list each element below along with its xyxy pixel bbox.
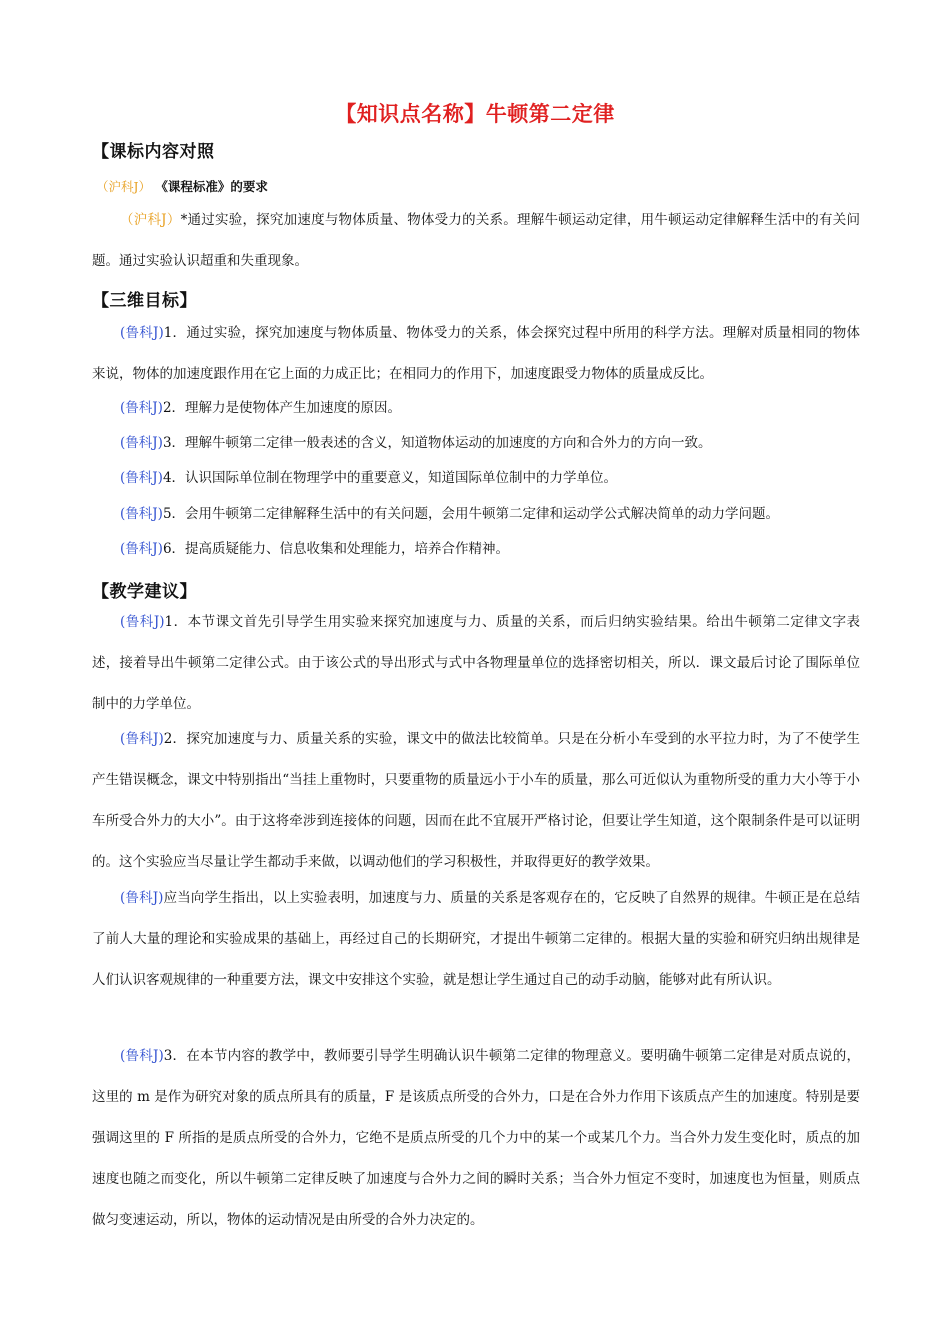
goal-text: 3．理解牛顿第二定律一般表述的含义，知道物体运动的加速度的方向和合外力的方向一致。 <box>162 435 712 451</box>
source-tag: (鲁科J) <box>120 325 164 341</box>
source-tag: (鲁科J) <box>120 506 163 522</box>
source-tag: (鲁科J) <box>120 400 163 416</box>
teaching-item-1 <box>92 602 860 725</box>
teaching-item-4 <box>92 1036 860 1241</box>
heading-curriculum: 【课标内容对照 <box>92 142 215 162</box>
curriculum-paragraph <box>92 200 860 282</box>
goal-item-3 <box>92 433 860 453</box>
goal-item-4 <box>92 468 860 488</box>
goal-item-5 <box>92 504 860 524</box>
source-tag: (鲁科J) <box>120 435 163 451</box>
goal-item-6 <box>92 539 860 559</box>
source-tag: (鲁科J) <box>120 470 163 486</box>
teaching-item-3 <box>92 878 860 1001</box>
goal-text: 4．认识国际单位制在物理学中的重要意义，知道国际单位制中的力学单位。 <box>162 470 618 486</box>
teaching-item-2 <box>92 719 860 883</box>
heading-teaching: 【教学建议】 <box>92 582 197 602</box>
source-tag: (鲁科J) <box>120 731 164 747</box>
source-tag: （沪科J） <box>96 179 152 194</box>
goal-text: 5．会用牛顿第二定律解释生活中的有关问题，会用牛顿第二定律和运动学公式解决简单的动力学问题。 <box>162 506 780 522</box>
source-tag: (鲁科J) <box>120 541 163 557</box>
goal-text: 6．提高质疑能力、信息收集和处理能力，培养合作精神。 <box>162 541 510 557</box>
goal-text: 2．理解力是使物体产生加速度的原因。 <box>162 400 402 416</box>
teaching-text: 2．探究加速度与力、质量关系的实验，课文中的做法比较简单。只是在分析小车受到的水平拉力时，为了不使学生产生错误概念，课文中特别指出“当挂上重物时，只要重物的质量远小于小车的质量，那么可近似认为重物所受的重力大小等于小车所受合外力的大小”。由于这将牵涉到连接体的问题，因而在此不宜展开严格讨论，但要让学生知道，这个限制条件是可以证明的。这个实验应当尽量让学生都动手来做，以调动他们的学习积极性，并取得更好的教学效果。 <box>92 731 860 870</box>
goal-item-2 <box>92 398 860 418</box>
paragraph-text: *通过实验，探究加速度与物体质量、物体受力的关系。理解牛顿运动定律，用牛顿运动定律解释生活中的有关问题。通过实验认识超重和失重现象。 <box>92 212 860 269</box>
teaching-text: 应当向学生指出，以上实验表明，加速度与力、质量的关系是客观存在的，它反映了自然界的规律。牛顿正是在总结了前人大量的理论和实验成果的基础上，再经过自己的长期研究，才提出牛顿第二定律的。根据大量的实验和研究归纳出规律是人们认识客观规律的一种重要方法，课文中安排这个实验，就是想让学生通过自己的动手动脑，能够对此有所认识。 <box>92 890 860 988</box>
source-tag: (鲁科J) <box>120 614 165 630</box>
goal-item-1 <box>92 313 860 395</box>
teaching-text: 1．本节课文首先引导学生用实验来探究加速度与力、质量的关系，而后归纳实验结果。给出牛顿第二定律文字表述，接着导出牛顿第二定律公式。由于该公式的导出形式与式中各物理量单位的选择密切相关，所以．课文最后讨论了围际单位制中的力学单位。 <box>92 614 861 712</box>
goal-text: 1．通过实验，探究加速度与物体质量、物体受力的关系，体会探究过程中所用的科学方法。理解对质量相同的物体来说，物体的加速度跟作用在它上面的力成正比；在相同力的作用下，加速度跟受力物体的质量成反比。 <box>92 325 860 382</box>
heading-goals: 【三维目标】 <box>92 291 197 311</box>
subheading-text: 《课程标准》的要求 <box>155 179 268 194</box>
teaching-text: 3．在本节内容的教学中，教师要引导学生明确认识牛顿第二定律的物理意义。要明确牛顿第二定律是对质点说的，这里的 m 是作为研究对象的质点所具有的质量，F 是该质点所受的合外力，口是在合外力作用下该质点产生的加速度。特别是要强调这里的 F 所指的是质点所受的合外力，它绝不是质点所受的几个力中的某一个或某几个力。当合外力发生变化时，质点的加速度也随之而变化，所以牛顿第二定律反映了加速度与合外力之间的瞬时关系；当合外力恒定不变时，加速度也为恒量，则质点做匀变速运动，所以，物体的运动情况是由所受的合外力决定的。 <box>92 1048 860 1228</box>
curriculum-subheading <box>96 177 268 195</box>
source-tag: (鲁科J) <box>120 1048 164 1064</box>
document-title: 【知识点名称】牛顿第二定律 <box>335 101 615 126</box>
source-tag: (鲁科J) <box>120 890 164 906</box>
source-tag: （沪科J） <box>120 212 181 228</box>
